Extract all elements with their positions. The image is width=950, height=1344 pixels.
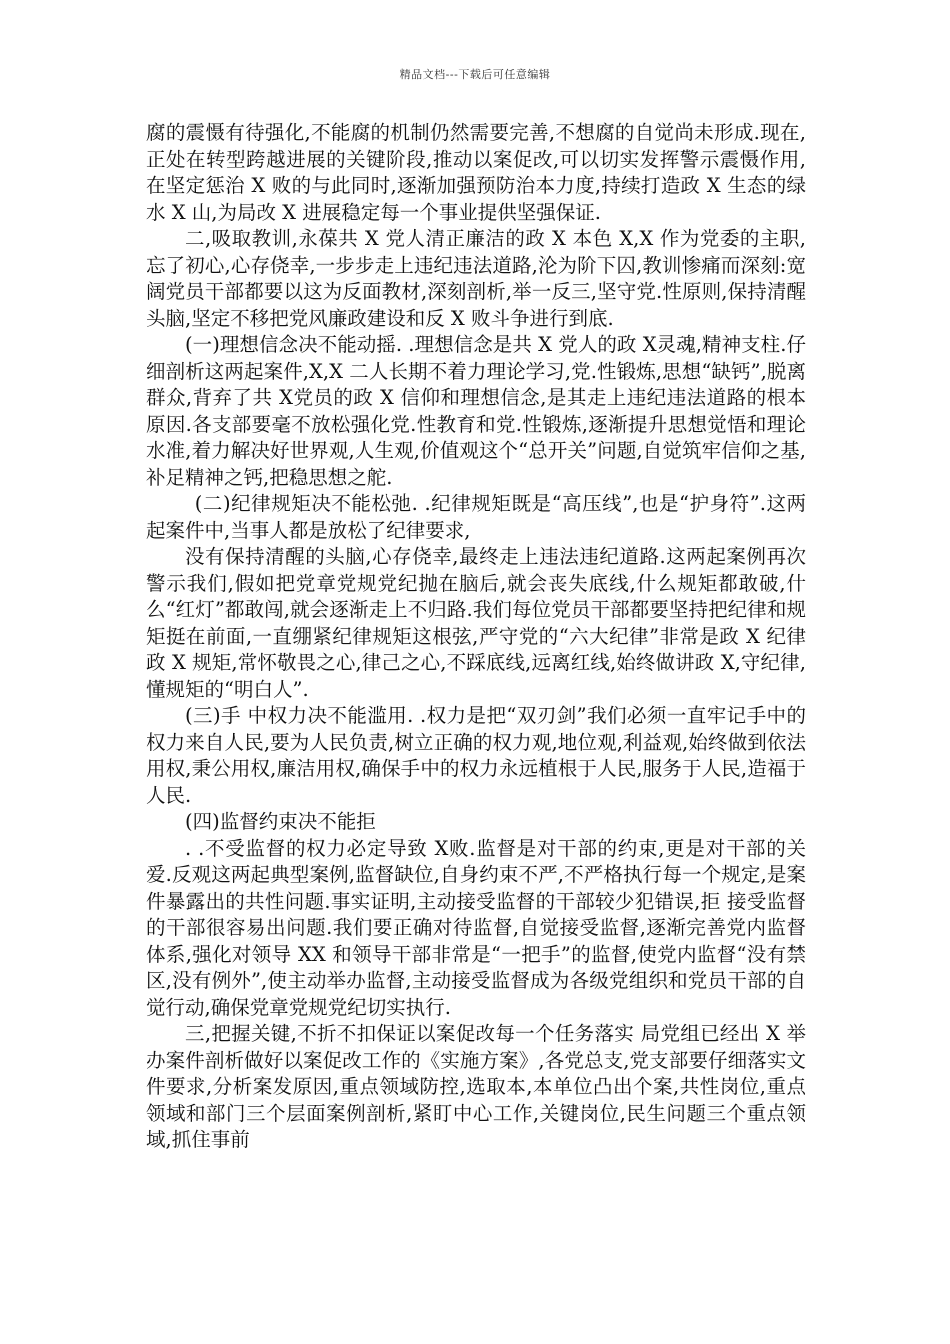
paragraph-point-three: (三)手 中权力决不能滥用. .权力是把“双刃剑”我们必须一直牢记手中的权力来自人民,要为人民负责,树立正确的权力观,地位观,利益观,始终做到依法用权,秉公用权,廉洁用权,确保手中的权力永远植根于人民,服务于人民,造福于人民.	[146, 704, 806, 807]
paragraph-section-three: 三,把握关键,不折不扣保证以案促改每一个任务落实 局党组已经出 X 举办案件剖析做好以案促改工作的《实施方案》,各党总支,党支部要仔细落实文件要求,分析案发原因,重点领域防控,选取本,本单位凸出个案,共性岗位,重点领域和部门三个层面案例剖析,紧盯中心工作,关键岗位,民生问题三个重点领域,抓住事前	[146, 1022, 806, 1151]
page-header-note: 精品文档---下载后可任意编辑	[399, 68, 551, 81]
paragraph-point-one: (一)理想信念决不能动摇. .理想信念是共 X 党人的政 X灵魂,精神支柱.仔细剖析这两起案件,X,X 二人长期不着力理论学习,党.性锻炼,思想“缺钙”,脱离群众,背弃了共 X党员的政 X 信仰和理想信念,是其走上违纪违法道路的根本原因.各支部要毫不放松强化党.性教育和党.性锻炼,逐渐提升思想觉悟和理论水准,着力解决好世界观,人生观,价值观这个“总开关”问题,自觉筑牢信仰之基,补足精神之钙,把稳思想之舵.	[146, 333, 806, 489]
paragraph-point-two: (二)纪律规矩决不能松弛. .纪律规矩既是“高压线”,也是“护身符”.这两起案件中,当事人都是放松了纪律要求,	[146, 492, 806, 542]
paragraph-section-two: 二,吸取教训,永葆共 X 党人清正廉洁的政 X 本色 X,X 作为党委的主职,忘了初心,心存侥幸,一步步走上违纪违法道路,沦为阶下囚,教训惨痛而深刻:宽阔党员干部都要以这为反面教材,深刻剖析,举一反三,坚守党.性原则,保持清醒头脑,坚定不移把党风廉政建设和反 X 败斗争进行到底.	[146, 227, 806, 330]
paragraph-point-four: . .不受监督的权力必定导致 X败.监督是对干部的约束,更是对干部的关爱.反观这两起典型案例,监督缺位,自身约束不严,不严格执行每一个规定,是案件暴露出的共性问题.事实证明,主动接受监督的干部较少犯错误,拒 接受监督的干部很容易出问题.我们要正确对待监督,自觉接受监督,逐渐完善党内监督体系,强化对领导 XX 和领导干部非常是“一把手”的监督,使党内监督“没有禁区,没有例外”,使主动举办监督,主动接受监督成为各级党组织和党员干部的自觉行动,确保党章党规党纪切实执行.	[146, 836, 806, 1019]
paragraph-continuation: 腐的震慑有待强化,不能腐的机制仍然需要完善,不想腐的自觉尚未形成.现在,正处在转型跨越进展的关键阶段,推动以案促改,可以切实发挥警示震慑作用,在坚定惩治 X 败的与此同时,逐渐加强预防治本力度,持续打造政 X 生态的绿水 X 山,为局改 X 进展稳定每一个事业提供坚强保证.	[146, 121, 806, 224]
paragraph-point-four-heading: (四)监督约束决不能拒	[185, 810, 376, 833]
document-body	[146, 120, 806, 1154]
paragraph-point-two-continued: 没有保持清醒的头脑,心存侥幸,最终走上违法违纪道路.这两起案例再次警示我们,假如把党章党规党纪抛在脑后,就会丧失底线,什么规矩都敢破,什么“红灯”都敢闯,就会逐渐走上不归路.我们每位党员干部都要坚持把纪律和规矩挺在前面,一直绷紧纪律规矩这根弦,严守党的“六大纪律”非常是政 X 纪律政 X 规矩,常怀敬畏之心,律己之心,不踩底线,远离红线,始终做讲政 X,守纪律,懂规矩的“明白人”.	[146, 545, 806, 701]
